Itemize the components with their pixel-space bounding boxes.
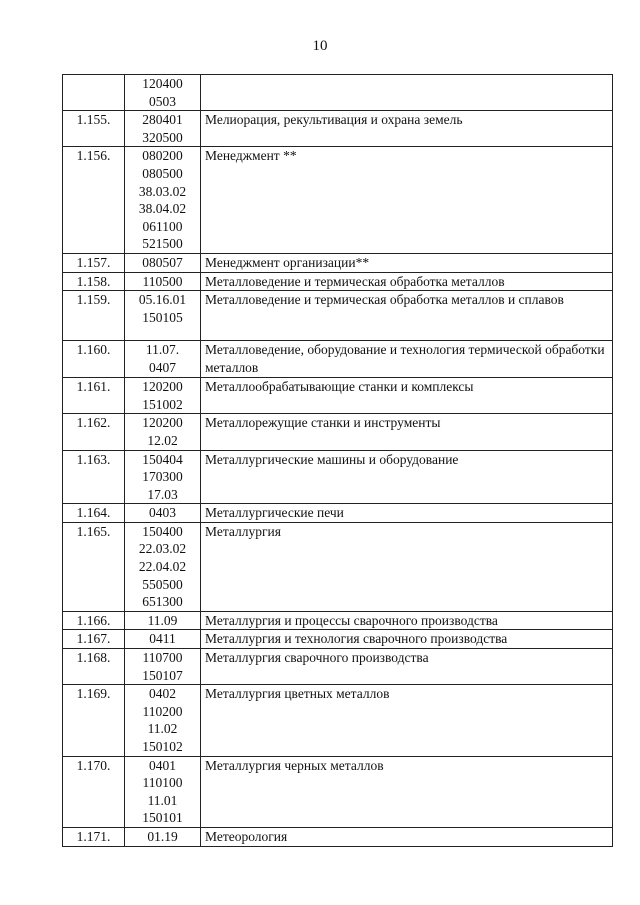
specialty-code: 320500 <box>142 129 183 145</box>
specialty-code: 0503 <box>149 93 176 109</box>
row-number: 1.157. <box>63 253 125 272</box>
table-row <box>63 756 613 827</box>
row-number: 1.156. <box>63 147 125 254</box>
page-number: 10 <box>312 38 328 54</box>
specialty-title: Металлорежущие станки и инструменты <box>201 414 613 450</box>
row-number: 1.161. <box>63 378 125 414</box>
specialty-code: 280401 <box>142 112 183 128</box>
table-row <box>63 522 613 611</box>
specialty-code: 01.19 <box>147 828 178 844</box>
specialty-code: 150404 <box>142 451 183 467</box>
specialty-title: Металловедение и термическая обработка металлов <box>201 272 613 291</box>
table-row <box>63 111 613 147</box>
table-row <box>63 378 613 414</box>
specialty-code: 12.02 <box>147 432 178 448</box>
specialty-code: 22.03.02 <box>138 541 187 557</box>
specialty-code: 110100 <box>142 775 183 791</box>
table-row <box>63 147 613 254</box>
row-number: 1.170. <box>63 756 125 827</box>
specialty-code: 150102 <box>142 739 183 754</box>
specialty-code: 080500 <box>142 165 183 181</box>
specialty-codes <box>125 827 201 846</box>
row-number: 1.168. <box>63 649 125 685</box>
specialty-codes <box>125 272 201 291</box>
specialty-code: 150105 <box>142 309 183 325</box>
row-number: 1.158. <box>63 272 125 291</box>
specialty-code: 651300 <box>142 594 183 610</box>
table-row <box>63 272 613 291</box>
specialty-code: 150101 <box>142 810 183 826</box>
specialty-code: 22.04.02 <box>138 559 187 575</box>
specialty-title: Металлургические печи <box>201 504 613 523</box>
specialty-code: 0401 <box>149 757 176 773</box>
specialty-codes <box>125 611 201 630</box>
specialty-title: Металлургия цветных металлов <box>201 685 613 756</box>
specialty-code: 0411 <box>149 631 176 647</box>
specialty-code: 120200 <box>142 379 183 395</box>
row-number: 1.169. <box>63 685 125 756</box>
row-number: 1.162. <box>63 414 125 450</box>
specialty-code: 110700 <box>142 650 183 666</box>
specialty-codes <box>125 649 201 685</box>
specialty-code: 110500 <box>142 273 183 289</box>
specialty-code: 550500 <box>142 576 183 592</box>
specialty-title: Металлургия <box>201 522 613 611</box>
specialty-code: 521500 <box>142 236 183 252</box>
row-number: 1.167. <box>63 630 125 649</box>
specialty-codes <box>125 291 201 341</box>
specialty-title: Мелиорация, рекультивация и охрана земель <box>201 111 613 147</box>
specialty-code: 38.03.02 <box>138 183 187 199</box>
row-number: 1.165. <box>63 522 125 611</box>
specialty-codes <box>125 630 201 649</box>
table-row <box>63 291 613 341</box>
specialty-code: 0403 <box>149 505 176 521</box>
specialty-code: 0407 <box>149 359 176 375</box>
row-number <box>63 75 125 111</box>
specialty-code: 17.03 <box>147 486 178 502</box>
table-row <box>63 341 613 378</box>
row-number: 1.160. <box>63 341 125 378</box>
specialty-code: 11.02 <box>147 721 178 737</box>
specialty-codes <box>125 111 201 147</box>
specialty-code: 080200 <box>142 148 183 164</box>
table-row <box>63 630 613 649</box>
row-number: 1.164. <box>63 504 125 523</box>
specialty-codes <box>125 450 201 504</box>
table-row <box>63 504 613 523</box>
specialties-table <box>62 74 613 847</box>
specialty-title: Металлургические машины и оборудование <box>201 450 613 504</box>
specialty-title: Металлургия и процессы сварочного производства <box>201 611 613 630</box>
specialty-code: 11.01 <box>147 792 178 808</box>
table-row <box>63 827 613 846</box>
specialty-title: Менеджмент организации** <box>201 253 613 272</box>
specialty-codes <box>125 147 201 254</box>
table-row <box>63 253 613 272</box>
table-row <box>63 75 613 111</box>
specialty-title <box>201 75 613 111</box>
row-number: 1.155. <box>63 111 125 147</box>
specialty-code: 11.07. <box>145 342 180 358</box>
specialty-title: Металлургия черных металлов <box>201 756 613 827</box>
specialty-title: Металловедение и термическая обработка металлов и сплавов <box>201 291 613 341</box>
specialty-code: 170300 <box>142 469 183 485</box>
specialty-code: 151002 <box>142 396 183 412</box>
specialty-codes <box>125 341 201 378</box>
specialty-code: 11.09 <box>147 612 178 628</box>
table-body <box>63 75 613 847</box>
row-number: 1.166. <box>63 611 125 630</box>
specialty-codes <box>125 253 201 272</box>
specialty-codes <box>125 522 201 611</box>
specialty-title: Менеджмент ** <box>201 147 613 254</box>
table-row <box>63 685 613 756</box>
specialty-code: 150400 <box>142 523 183 539</box>
specialty-codes <box>125 685 201 756</box>
row-number: 1.171. <box>63 827 125 846</box>
specialty-code: 0402 <box>149 686 176 702</box>
specialty-title: Металлургия сварочного производства <box>201 649 613 685</box>
specialty-code: 120200 <box>142 415 183 431</box>
specialty-codes <box>125 414 201 450</box>
specialty-code: 150107 <box>142 667 183 683</box>
specialty-code: 120400 <box>142 76 183 91</box>
specialty-title: Металлургия и технология сварочного производства <box>201 630 613 649</box>
specialty-codes <box>125 75 201 111</box>
specialty-code: 080507 <box>142 254 183 270</box>
table-row <box>63 450 613 504</box>
table-row <box>63 611 613 630</box>
specialty-title: Металловедение, оборудование и технология термической обработки металлов <box>201 341 613 378</box>
table-row <box>63 414 613 450</box>
specialty-code: 061100 <box>142 218 183 234</box>
specialty-codes <box>125 504 201 523</box>
specialty-codes <box>125 378 201 414</box>
row-number: 1.163. <box>63 450 125 504</box>
specialty-codes <box>125 756 201 827</box>
table-row <box>63 649 613 685</box>
specialty-code: 38.04.02 <box>138 201 187 217</box>
specialty-code: 05.16.01 <box>138 292 187 308</box>
specialty-title: Метеорология <box>201 827 613 846</box>
specialty-title: Металлообрабатывающие станки и комплексы <box>201 378 613 414</box>
row-number: 1.159. <box>63 291 125 341</box>
specialty-code: 110200 <box>142 703 183 719</box>
